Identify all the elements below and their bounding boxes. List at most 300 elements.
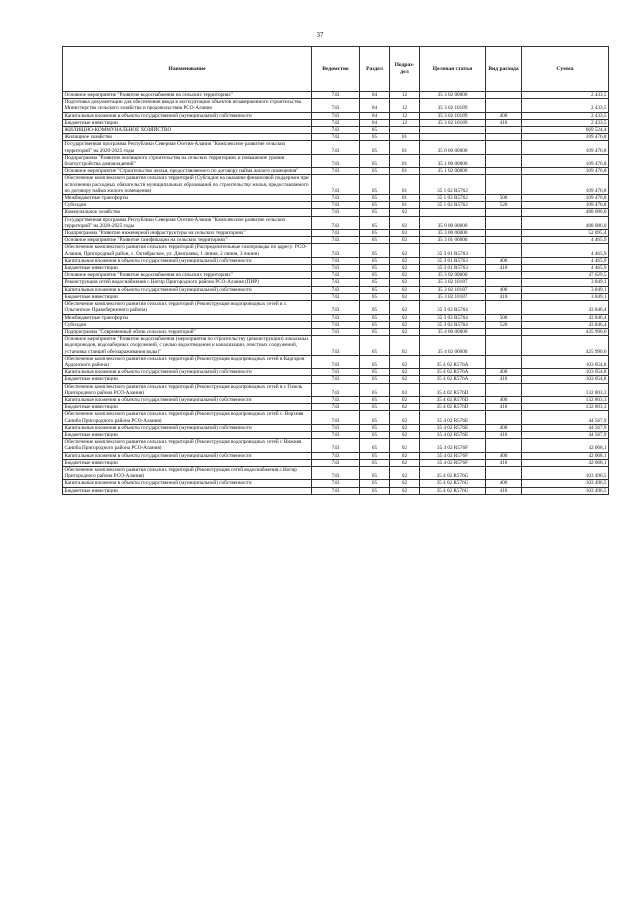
cell-name: Коммунальное хозяйство: [63, 209, 312, 216]
cell-target: 35 3 01 00000: [420, 237, 486, 244]
cell-name: ЖИЛИЩНО-КОММУНАЛЬНОЕ ХОЗЯЙСТВО: [63, 127, 312, 134]
cell-sum: 3 849,1: [522, 286, 609, 293]
cell-sum: 4 465,9: [522, 257, 609, 264]
cell-ministry: 743: [312, 369, 360, 376]
cell-target: 35 3 02 R5764: [420, 321, 486, 328]
cell-section: 05: [360, 286, 390, 293]
cell-ministry: 743: [312, 92, 360, 99]
cell-sum: 109 476,8: [522, 168, 609, 175]
cell-name: Реконструкция сетей водоснабжения с.Ногир Пригородного района РСО-Алания (ПИР): [63, 279, 312, 286]
cell-subsection: 02: [390, 265, 420, 272]
cell-target: 35 0 00 00000: [420, 216, 486, 229]
cell-subsection: 02: [390, 301, 420, 314]
cell-target: 35 1 02 R5762: [420, 202, 486, 209]
cell-ministry: 743: [312, 141, 360, 154]
cell-ministry: 743: [312, 404, 360, 411]
cell-ministry: 743: [312, 411, 360, 424]
header-section: Раздел: [360, 47, 390, 92]
table-row: [63, 431, 609, 438]
cell-name: Капитальные вложения в объекты государственной (муниципальной) собственности: [63, 112, 312, 119]
cell-name: Основное мероприятие "Развитие газификации на сельских территориях": [63, 237, 312, 244]
cell-expense: [486, 244, 522, 257]
cell-sum: 109 476,8: [522, 202, 609, 209]
cell-sum: 109 476,8: [522, 134, 609, 141]
cell-section: 05: [360, 195, 390, 202]
cell-target: 35 4 02 00000: [420, 336, 486, 356]
cell-expense: [486, 355, 522, 368]
cell-section: 05: [360, 466, 390, 479]
cell-name: Межбюджетные трансферты: [63, 314, 312, 321]
cell-sum: 132 803,3: [522, 383, 609, 396]
table-row: [63, 119, 609, 126]
cell-name: Основное мероприятие "Развитие водоснабжения на сельских территориях": [63, 272, 312, 279]
cell-sum: 47 629,5: [522, 272, 609, 279]
cell-expense: [486, 216, 522, 229]
cell-name: Капитальные вложения в объекты государственной (муниципальной) собственности: [63, 452, 312, 459]
cell-sum: 109 476,8: [522, 154, 609, 167]
cell-section: 05: [360, 424, 390, 431]
cell-target: 35 4 00 00000: [420, 328, 486, 335]
cell-subsection: 01: [390, 134, 420, 141]
cell-section: 05: [360, 209, 390, 216]
table-row: [63, 112, 609, 119]
cell-expense: [486, 336, 522, 356]
table-row: [63, 411, 609, 424]
cell-sum: 109 476,8: [522, 141, 609, 154]
cell-subsection: 02: [390, 487, 420, 494]
cell-name: Обеспечение комплексного развития сельских территорий (Реконструкция водопроводных сетей в с Гизель Пригородного района РСО-Алания): [63, 383, 312, 396]
cell-target: 35 1 02 R5762: [420, 175, 486, 195]
table-row: [63, 286, 609, 293]
cell-expense: 400: [486, 112, 522, 119]
cell-subsection: 01: [390, 175, 420, 195]
table-row: [63, 244, 609, 257]
cell-target: 35 3 02 R5764: [420, 314, 486, 321]
cell-expense: [486, 141, 522, 154]
cell-name: Жилищное хозяйство: [63, 134, 312, 141]
cell-name: Бюджетные инвестиции: [63, 265, 312, 272]
cell-name: Подпрограмма "Развитие инженерной инфраструктуры на сельских территориях": [63, 230, 312, 237]
cell-sum: 103 496,5: [522, 480, 609, 487]
cell-ministry: 743: [312, 396, 360, 403]
cell-subsection: 02: [390, 293, 420, 300]
cell-name: Субсидии: [63, 202, 312, 209]
table-row: [63, 279, 609, 286]
cell-sum: 109 476,8: [522, 175, 609, 195]
cell-ministry: 743: [312, 376, 360, 383]
cell-expense: [486, 466, 522, 479]
cell-name: Подпрограмма "Современный облик сельских территорий": [63, 328, 312, 335]
cell-expense: 500: [486, 314, 522, 321]
cell-name: Подпрограмма "Развитие жилищного строительства на сельских территориях и повышение уровня благоустройства домовладений": [63, 154, 312, 167]
cell-target: 35 4 02 R576D: [420, 383, 486, 396]
cell-subsection: 12: [390, 92, 420, 99]
cell-sum: 669 524,4: [522, 127, 609, 134]
cell-target: 35 4 02 R576G: [420, 480, 486, 487]
table-row: [63, 376, 609, 383]
cell-expense: 410: [486, 119, 522, 126]
cell-sum: 43 846,4: [522, 314, 609, 321]
cell-ministry: 743: [312, 154, 360, 167]
cell-target: 35 4 02 R576E: [420, 424, 486, 431]
cell-section: 05: [360, 293, 390, 300]
cell-section: 05: [360, 431, 390, 438]
cell-ministry: 743: [312, 265, 360, 272]
cell-ministry: 743: [312, 230, 360, 237]
cell-expense: [486, 134, 522, 141]
cell-section: 04: [360, 99, 390, 112]
table-row: [63, 487, 609, 494]
cell-sum: 2 433,5: [522, 92, 609, 99]
cell-target: 35 3 02 10187: [420, 279, 486, 286]
cell-name: Капитальные вложения в объекты государственной (муниципальной) собственности: [63, 257, 312, 264]
cell-name: Обеспечение комплексного развития сельских территорий (Реконструкция водопроводных сетей с. Верхняя Саниба Пригородного района РСО-Алания): [63, 411, 312, 424]
cell-subsection: 02: [390, 257, 420, 264]
table-row: [63, 480, 609, 487]
cell-sum: 3 849,1: [522, 279, 609, 286]
cell-sum: 2 433,5: [522, 112, 609, 119]
cell-ministry: 743: [312, 321, 360, 328]
cell-section: 05: [360, 216, 390, 229]
cell-ministry: 743: [312, 293, 360, 300]
cell-target: 35 4 02 R576A: [420, 376, 486, 383]
cell-sum: 42 068,1: [522, 439, 609, 452]
cell-target: [420, 209, 486, 216]
cell-sum: 42 068,1: [522, 459, 609, 466]
cell-target: 35 3 02 10187: [420, 293, 486, 300]
cell-name: Межбюджетные трансферты: [63, 195, 312, 202]
cell-ministry: 743: [312, 209, 360, 216]
cell-expense: 400: [486, 286, 522, 293]
cell-expense: 400: [486, 396, 522, 403]
cell-target: 35 3 01 R5763: [420, 265, 486, 272]
cell-section: 05: [360, 321, 390, 328]
cell-expense: 400: [486, 257, 522, 264]
cell-section: 05: [360, 404, 390, 411]
cell-ministry: 743: [312, 383, 360, 396]
table-body: [63, 92, 609, 495]
cell-target: 35 3 01 R5763: [420, 244, 486, 257]
table-row: [63, 301, 609, 314]
cell-target: 35 3 00 00000: [420, 230, 486, 237]
cell-ministry: 743: [312, 336, 360, 356]
cell-ministry: 743: [312, 279, 360, 286]
cell-name: Капитальные вложения в объекты государственной (муниципальной) собственности: [63, 396, 312, 403]
cell-name: Обеспечение комплексного развития сельских территорий (Распределительные газопроводы по адресу: РСО-Алания, Пригородный район, с. Октябрьское, ул. Джигкаева, 1 линия, 2 линия, 3 линия): [63, 244, 312, 257]
cell-target: 35 3 02 10189: [420, 99, 486, 112]
cell-section: 05: [360, 487, 390, 494]
cell-subsection: 02: [390, 411, 420, 424]
cell-target: 35 3 02 10189: [420, 112, 486, 119]
cell-target: 35 4 02 R576G: [420, 487, 486, 494]
cell-name: Капитальные вложения в объекты государственной (муниципальной) собственности: [63, 424, 312, 431]
cell-name: Основное мероприятие "Развитие водоснабжения (мероприятия по строительству (реконструкции) локальных водопроводов, водозаборных сооружений, с целью водоотведения и канализации, очистных сооружений, установка станций обеззараживания воды)": [63, 336, 312, 356]
table-row: [63, 383, 609, 396]
cell-section: 05: [360, 257, 390, 264]
cell-ministry: 743: [312, 195, 360, 202]
cell-sum: 52 095,4: [522, 230, 609, 237]
cell-expense: 400: [486, 452, 522, 459]
cell-target: 35 3 02 R5764: [420, 301, 486, 314]
cell-subsection: 02: [390, 480, 420, 487]
cell-name: Государственная программа Республики Северная Осетия-Алания "Комплексное развитие сельских территорий" на 2020-2025 годы: [63, 141, 312, 154]
cell-ministry: 743: [312, 119, 360, 126]
cell-subsection: 01: [390, 202, 420, 209]
cell-name: Государственная программа Республики Северная Осетия-Алания "Комплексное развитие сельских территорий" на 2020-2025 годы: [63, 216, 312, 229]
cell-subsection: 02: [390, 396, 420, 403]
cell-sum: 103 054,8: [522, 369, 609, 376]
cell-sum: 435 990,6: [522, 328, 609, 335]
cell-section: 05: [360, 168, 390, 175]
cell-expense: 410: [486, 376, 522, 383]
table-row: [63, 452, 609, 459]
table-row: [63, 257, 609, 264]
cell-target: 35 4 02 R576E: [420, 431, 486, 438]
cell-name: Капитальные вложения в объекты государственной (муниципальной) собственности: [63, 369, 312, 376]
cell-expense: [486, 411, 522, 424]
cell-subsection: 02: [390, 272, 420, 279]
cell-section: 05: [360, 396, 390, 403]
cell-subsection: 01: [390, 154, 420, 167]
table-row: [63, 237, 609, 244]
cell-subsection: 02: [390, 286, 420, 293]
cell-ministry: 743: [312, 272, 360, 279]
cell-name: Основное мероприятие "Развитие водоснабжения на сельских территориях": [63, 92, 312, 99]
cell-name: Подготовка документации для обеспечения ввода в эксплуатацию объектов незавершенного строительства Министерства сельского хозяйства и продовольствия РСО-Алания: [63, 99, 312, 112]
cell-name: Бюджетные инвестиции: [63, 431, 312, 438]
table-row: [63, 396, 609, 403]
cell-target: 35 3 02 00000: [420, 272, 486, 279]
cell-section: 05: [360, 134, 390, 141]
cell-subsection: 01: [390, 141, 420, 154]
cell-subsection: 12: [390, 112, 420, 119]
cell-subsection: 12: [390, 99, 420, 112]
cell-expense: [486, 237, 522, 244]
table-row: [63, 92, 609, 99]
cell-ministry: 743: [312, 301, 360, 314]
cell-expense: [486, 272, 522, 279]
cell-expense: 500: [486, 195, 522, 202]
cell-section: 05: [360, 480, 390, 487]
cell-section: 05: [360, 459, 390, 466]
cell-name: Бюджетные инвестиции: [63, 293, 312, 300]
cell-name: Бюджетные инвестиции: [63, 119, 312, 126]
cell-expense: [486, 175, 522, 195]
cell-ministry: 743: [312, 175, 360, 195]
cell-section: 05: [360, 383, 390, 396]
cell-section: 05: [360, 279, 390, 286]
cell-target: 35 1 00 00000: [420, 154, 486, 167]
cell-sum: 4 465,9: [522, 265, 609, 272]
cell-section: 05: [360, 452, 390, 459]
cell-ministry: 743: [312, 168, 360, 175]
cell-subsection: 02: [390, 439, 420, 452]
budget-table: [62, 46, 609, 495]
cell-expense: [486, 328, 522, 335]
cell-sum: 103 496,5: [522, 487, 609, 494]
cell-subsection: 01: [390, 195, 420, 202]
cell-target: 35 1 02 R5762: [420, 195, 486, 202]
cell-subsection: 02: [390, 336, 420, 356]
table-row: [63, 230, 609, 237]
cell-sum: 2 433,5: [522, 99, 609, 112]
cell-ministry: 743: [312, 431, 360, 438]
table-header-row: [63, 47, 609, 92]
cell-sum: 103 054,8: [522, 355, 609, 368]
page-number: 37: [316, 31, 324, 39]
cell-subsection: 02: [390, 424, 420, 431]
header-expense: Вид расхода: [486, 47, 522, 92]
table-row: [63, 328, 609, 335]
cell-expense: 410: [486, 265, 522, 272]
cell-name: Обеспечение комплексного развития сельских территорий (Субсидии на оказание финансовой поддержки при исполнении расходных обязательств муниципальных образований по строительству жилья, предоставляемого по договору найма жилого помещения): [63, 175, 312, 195]
cell-target: 35 4 02 R576F: [420, 452, 486, 459]
cell-expense: [486, 127, 522, 134]
table-row: [63, 134, 609, 141]
cell-target: 35 4 02 R576G: [420, 466, 486, 479]
cell-name: Бюджетные инвестиции: [63, 487, 312, 494]
cell-ministry: 743: [312, 127, 360, 134]
cell-subsection: 02: [390, 376, 420, 383]
cell-sum: 132 803,3: [522, 404, 609, 411]
header-target: Целевая статья: [420, 47, 486, 92]
cell-target: 35 4 02 R576A: [420, 369, 486, 376]
cell-expense: 410: [486, 293, 522, 300]
table-row: [63, 293, 609, 300]
cell-target: 35 4 02 R576A: [420, 355, 486, 368]
cell-sum: 42 068,1: [522, 452, 609, 459]
cell-name: Капитальные вложения в объекты государственной (муниципальной) собственности: [63, 480, 312, 487]
cell-subsection: 01: [390, 168, 420, 175]
table-row: [63, 265, 609, 272]
cell-name: Бюджетные инвестиции: [63, 376, 312, 383]
cell-expense: 410: [486, 431, 522, 438]
header-name: Наименование: [63, 47, 312, 92]
cell-section: 05: [360, 265, 390, 272]
cell-name: Бюджетные инвестиции: [63, 404, 312, 411]
cell-expense: 410: [486, 459, 522, 466]
cell-name: Субсидии: [63, 321, 312, 328]
table-row: [63, 99, 609, 112]
cell-sum: 488 086,0: [522, 216, 609, 229]
cell-section: 05: [360, 272, 390, 279]
cell-expense: [486, 301, 522, 314]
cell-sum: 3 849,1: [522, 293, 609, 300]
cell-section: 05: [360, 175, 390, 195]
table-row: [63, 127, 609, 134]
table-row: [63, 202, 609, 209]
table-row: [63, 459, 609, 466]
cell-expense: [486, 439, 522, 452]
cell-name: Капитальные вложения в объекты государственной (муниципальной) собственности: [63, 286, 312, 293]
table-row: [63, 175, 609, 195]
cell-sum: 4 465,9: [522, 237, 609, 244]
cell-section: 05: [360, 244, 390, 257]
cell-subsection: 12: [390, 119, 420, 126]
table-row: [63, 168, 609, 175]
cell-expense: [486, 168, 522, 175]
cell-ministry: 743: [312, 480, 360, 487]
cell-ministry: 743: [312, 459, 360, 466]
cell-sum: 488 086,0: [522, 209, 609, 216]
cell-name: Основное мероприятие "Строительство жилья, предоставляемого по договору найма жилого помещения": [63, 168, 312, 175]
cell-ministry: 743: [312, 244, 360, 257]
cell-target: 35 3 01 R5763: [420, 257, 486, 264]
cell-sum: 109 476,8: [522, 195, 609, 202]
cell-expense: [486, 230, 522, 237]
table-row: [63, 369, 609, 376]
cell-target: 35 0 00 00000: [420, 141, 486, 154]
cell-sum: 132 803,3: [522, 396, 609, 403]
cell-expense: 400: [486, 369, 522, 376]
cell-section: 04: [360, 119, 390, 126]
cell-subsection: 02: [390, 328, 420, 335]
cell-name: Обеспечение комплексного развития сельских территорий (Реконструкция водопроводных сетей в Кадгарон Ардонского района): [63, 355, 312, 368]
cell-sum: 44 567,9: [522, 411, 609, 424]
cell-expense: [486, 279, 522, 286]
cell-expense: [486, 99, 522, 112]
cell-target: 35 4 02 R576F: [420, 439, 486, 452]
cell-subsection: 02: [390, 216, 420, 229]
table-row: [63, 439, 609, 452]
table-row: [63, 154, 609, 167]
cell-target: [420, 134, 486, 141]
cell-name: Бюджетные инвестиции: [63, 459, 312, 466]
table-row: [63, 314, 609, 321]
table-row: [63, 336, 609, 356]
cell-name: Обеспечение комплексного развития сельских территорий (Реконструкция водопроводных сетей с Нижняя Саниба Пригородного района РСО-Алания): [63, 439, 312, 452]
cell-section: 05: [360, 328, 390, 335]
cell-target: 35 4 02 R576E: [420, 411, 486, 424]
cell-ministry: 743: [312, 257, 360, 264]
header-subsection: Подраз-дел: [390, 47, 420, 92]
table-row: [63, 195, 609, 202]
cell-ministry: 743: [312, 355, 360, 368]
cell-sum: 43 846,4: [522, 301, 609, 314]
cell-expense: 520: [486, 202, 522, 209]
cell-subsection: 02: [390, 431, 420, 438]
cell-section: 05: [360, 314, 390, 321]
cell-subsection: 02: [390, 314, 420, 321]
cell-section: 05: [360, 369, 390, 376]
cell-expense: [486, 209, 522, 216]
cell-ministry: 743: [312, 314, 360, 321]
cell-ministry: 743: [312, 216, 360, 229]
cell-expense: 400: [486, 424, 522, 431]
cell-sum: 44 567,9: [522, 431, 609, 438]
cell-target: [420, 127, 486, 134]
cell-section: 05: [360, 127, 390, 134]
cell-ministry: 743: [312, 328, 360, 335]
cell-ministry: 743: [312, 99, 360, 112]
cell-expense: 410: [486, 404, 522, 411]
cell-section: 05: [360, 439, 390, 452]
cell-subsection: 02: [390, 452, 420, 459]
cell-ministry: 743: [312, 466, 360, 479]
cell-sum: 4 465,9: [522, 244, 609, 257]
cell-target: 35 4 02 R576D: [420, 396, 486, 403]
cell-section: 05: [360, 141, 390, 154]
cell-subsection: 02: [390, 383, 420, 396]
cell-ministry: 743: [312, 424, 360, 431]
cell-section: 04: [360, 92, 390, 99]
cell-expense: [486, 92, 522, 99]
table-row: [63, 209, 609, 216]
cell-expense: 410: [486, 487, 522, 494]
cell-ministry: 743: [312, 487, 360, 494]
cell-subsection: 02: [390, 244, 420, 257]
header-ministry: Ведомство: [312, 47, 360, 92]
